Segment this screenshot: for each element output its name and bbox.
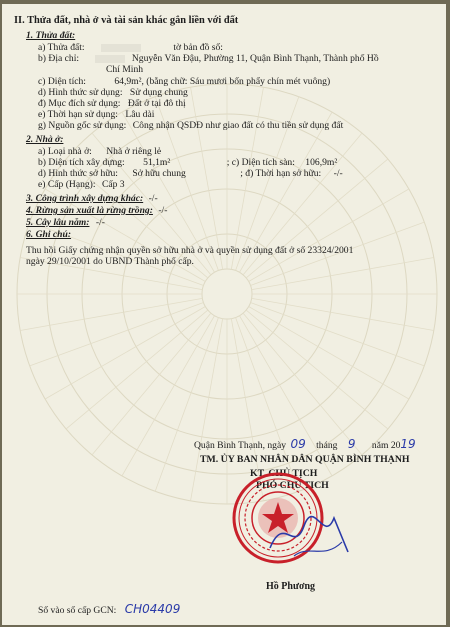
address-line-1: Nguyễn Văn Đậu, Phường 11, Quận Bình Thạnh, Thành phố Hồ [131, 53, 379, 64]
grade-row [38, 179, 125, 190]
use-form-label: d) Hình thức sử dụng: [38, 87, 123, 98]
term-label: e) Thời hạn sử dụng: [38, 109, 118, 120]
perennial-row [26, 217, 105, 228]
grade-label: e) Cấp (Hạng): [38, 179, 96, 190]
redacted-house-number [95, 55, 125, 63]
floor-area-value: 106,9m² [305, 157, 338, 168]
origin-row [38, 120, 343, 131]
ownership-label: d) Hình thức sở hữu: [38, 168, 118, 179]
other-works-label: 3. Công trình xây dựng khác: [26, 193, 144, 204]
origin-label: g) Nguồn gốc sử dụng: [38, 120, 127, 131]
ownership-row [38, 168, 343, 179]
redacted-parcel-number [101, 44, 141, 52]
registry-label: Số vào sổ cấp GCN: [38, 605, 117, 616]
signing-date [194, 439, 416, 451]
address-label: b) Địa chỉ: [38, 53, 80, 64]
handwritten-signature [264, 504, 354, 564]
built-area-value: 51,1m² [143, 157, 171, 168]
land-heading: 1. Thửa đất: [26, 30, 76, 41]
purpose-value: Đất ở tại đô thị [127, 98, 186, 109]
section-title: II. Thửa đất, nhà ở và tài sản khác gắn liền với đất [14, 15, 239, 26]
area-value: 64,9m², (bằng chữ: Sáu mươi bốn phẩy chín mét vuông) [114, 76, 331, 87]
house-heading: 2. Nhà ở: [26, 134, 64, 145]
house-type-value: Nhà ở riêng lẻ [106, 146, 162, 157]
certificate-content [2, 4, 446, 625]
house-area-row [38, 157, 337, 168]
certificate-page [2, 4, 446, 625]
use-form-row [38, 87, 188, 98]
area-label: c) Diện tích: [38, 76, 86, 87]
origin-value: Công nhận QSDĐ như giao đất có thu tiền sử dụng đất [132, 120, 344, 131]
handwritten-month: 9 [347, 437, 356, 451]
owner-term-label: ; đ) Thời hạn sở hữu: [240, 168, 322, 179]
purpose-label: đ) Mục đích sử dụng: [38, 98, 121, 109]
map-sheet-label: tờ bản đồ số: [173, 42, 223, 53]
parcel-row [38, 42, 223, 53]
forest-value: -/- [158, 205, 168, 216]
house-type-row [38, 146, 161, 157]
address-row [38, 53, 379, 64]
use-form-value: Sử dụng chung [129, 87, 188, 98]
handwritten-year: 19 [400, 437, 416, 451]
ownership-value: Sở hữu chung [132, 168, 186, 179]
term-value: Lâu dài [125, 109, 155, 120]
floor-area-label: ; c) Diện tích sàn: [226, 157, 295, 168]
notes-line-2: ngày 29/10/2001 do UBND Thành phố cấp. [26, 256, 194, 267]
perennial-value: -/- [95, 217, 105, 228]
parcel-label: a) Thửa đất: [38, 42, 85, 53]
month-label: tháng [316, 440, 338, 451]
registry-row [38, 604, 180, 616]
forest-row [26, 205, 167, 216]
signer-name: Hồ Phương [266, 581, 316, 592]
handwritten-day: 09 [290, 437, 306, 451]
area-row [38, 76, 330, 87]
other-works-value: -/- [148, 193, 158, 204]
term-row [38, 109, 154, 120]
owner-term-value: -/- [333, 168, 343, 179]
registry-number: CH04409 [124, 602, 181, 616]
forest-label: 4. Rừng sản xuất là rừng trồng: [26, 205, 153, 216]
built-area-label: b) Diện tích xây dựng: [38, 157, 125, 168]
house-type-label: a) Loại nhà ở: [38, 146, 92, 157]
year-label: năm 20 [371, 440, 401, 451]
perennial-label: 5. Cây lâu năm: [26, 217, 90, 228]
authority-title: TM. ỦY BAN NHÂN DÂN QUẬN BÌNH THẠNH [200, 454, 410, 465]
notes-line-1: Thu hồi Giấy chứng nhận quyền sở hữu nhà ở và quyền sử dụng đất ở số 23324/2001 [26, 245, 354, 256]
position-title: PHÓ CHỦ TỊCH [256, 480, 329, 491]
notes-label: 6. Ghi chú: [26, 229, 72, 240]
on-behalf-title: KT. CHỦ TỊCH [250, 468, 318, 479]
date-prefix: Quận Bình Thạnh, ngày [194, 440, 287, 451]
grade-value: Cấp 3 [101, 179, 125, 190]
other-works-row [26, 193, 158, 204]
address-line-2: Chí Minh [106, 64, 144, 75]
purpose-row [38, 98, 186, 109]
